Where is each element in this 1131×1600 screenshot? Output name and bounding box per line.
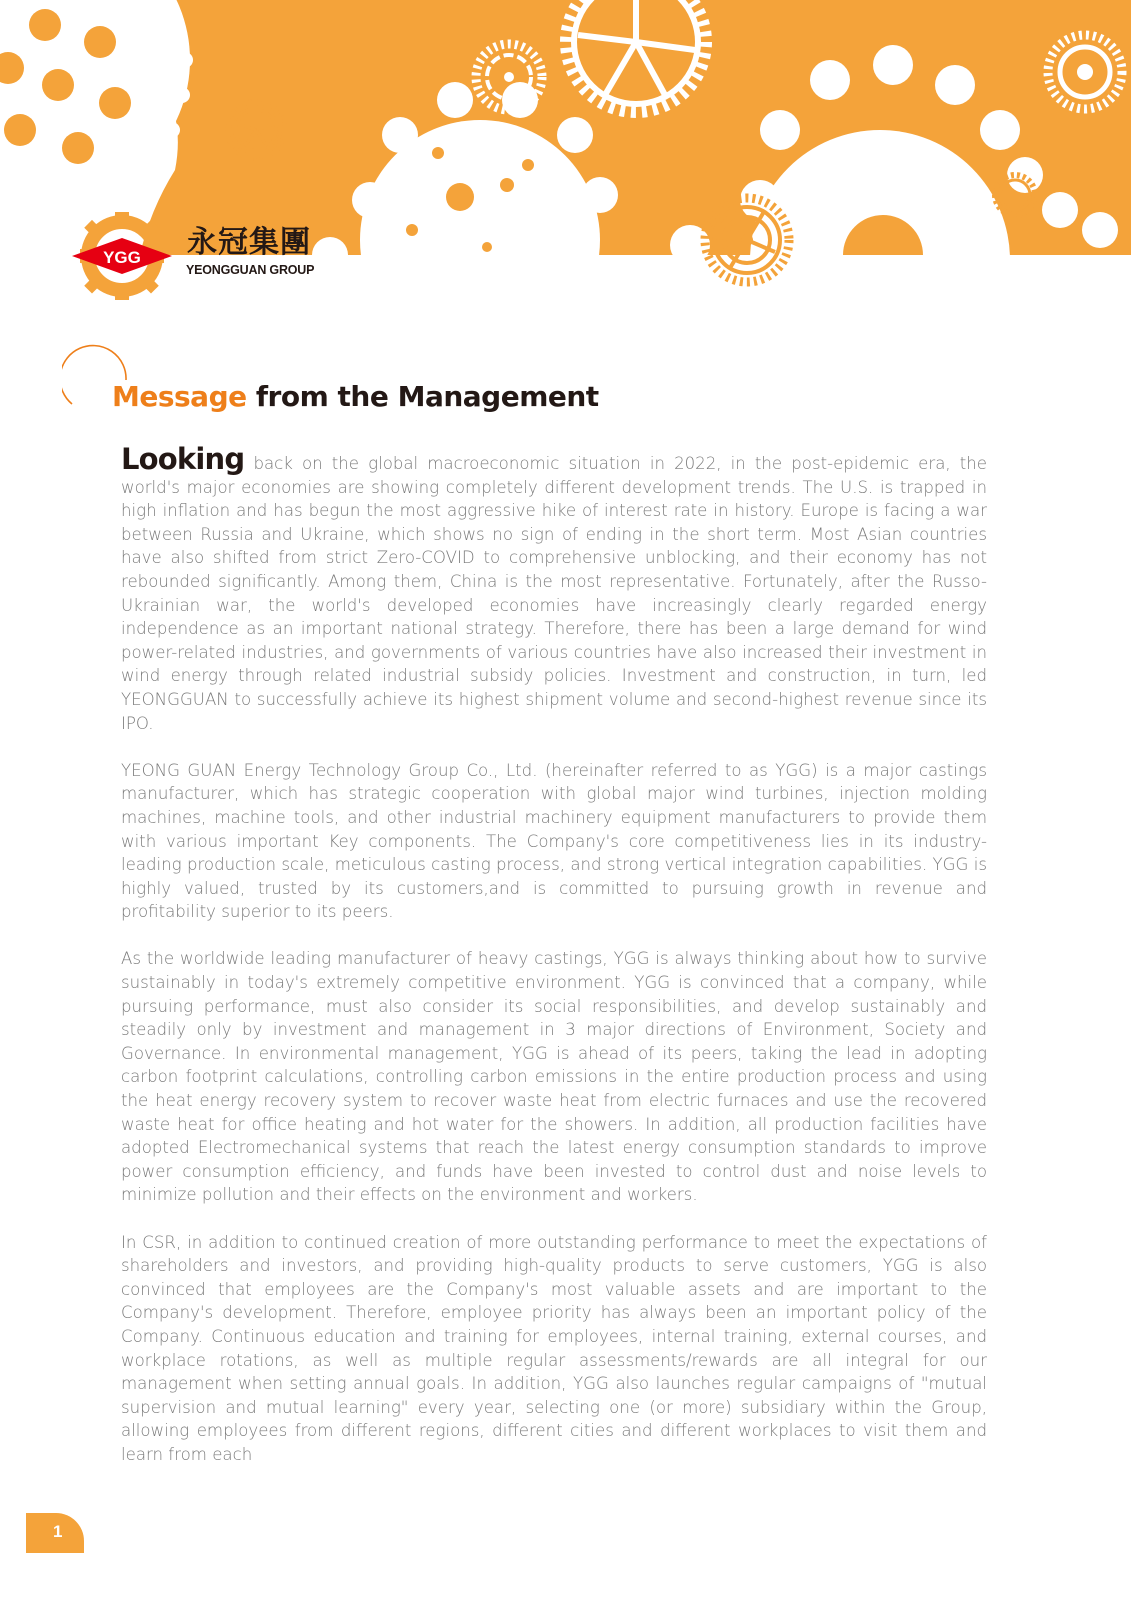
paragraph-text: back on the global macroeconomic situation in 2022, in the post-epidemic era, the world's major economies are showing completely different development trends. The U.S. is trapped in high inflation and has begun the most aggressive hike of interest rate in history. Europe is facing a war between Russia and Ukraine, which shows no sign of ending in the short term. Most Asian countries have also shifted from strict Zero-COVID to comprehensive unblocking, and their economy has not rebounded significantly. Among them, China is the most representative. Fortunately, after the Russo-Ukrainian war, the world's developed economies have increasingly clearly regarded energy independence as an important national strategy. Therefore, there has been a large demand for wind power-related industries, and governments of various countries have also increased their investment in wind energy through related industrial subsidy policies. Investment and construction, in turn, led YEONGGUAN to successfully achieve its highest shipment volume and second-highest revenue since its IPO.	[121, 454, 987, 733]
title-rest: from the Management	[246, 380, 599, 413]
page-number-tab	[26, 1513, 84, 1553]
paragraph: In CSR, in addition to continued creation of more outstanding performance to meet the expectations of shareholders and investors, and providing high-quality products to serve customers, YGG is also convinced that employees are the Company's most valuable assets and are important to the Company's development. Therefore, employee priority has always been an important policy of the Company. Continuous education and training for employees, internal training, external courses, and workplace rotations, as well as multiple regular assessments/rewards are all integral for our management when setting annual goals. In addition, YGG also launches regular campaigns of "mutual supervision and mutual learning" every year, selecting one (or more) subsidiary within the Group, allowing employees from different regions, different cities and different workplaces to visit them and learn from each	[121, 1232, 987, 1464]
message-body	[121, 442, 987, 1490]
paragraph: YEONG GUAN Energy Technology Group Co., Ltd. (hereinafter referred to as YGG) is a major castings manufacturer, which has strategic cooperation with global major wind turbines, injection molding machines, machine tools, and other industrial machinery equipment manufacturers to provide them with various important Key components. The Company's core competitiveness lies in its industry-leading production scale, meticulous casting process, and strong vertical integration capabilities. YGG is highly valued, trusted by its customers,and is committed to pursuing growth in revenue and profitability superior to its peers.	[121, 760, 987, 922]
logo-chinese-name: 永冠集團	[187, 225, 311, 260]
company-logo	[70, 210, 340, 300]
page-title	[112, 380, 599, 413]
ygg-badge-icon	[70, 210, 180, 300]
paragraph: As the worldwide leading manufacturer of heavy castings, YGG is always thinking about how to survive sustainably in today's extremely competitive environment. YGG is convinced that a company, while pursuing performance, must also consider its social responsibilities, and develop sustainably and steadily only by investment and management in 3 major directions of Environment, Society and Governance. In environmental management, YGG is ahead of its peers, taking the lead in adopting carbon footprint calculations, controlling carbon emissions in the entire production process and using the heat energy recovery system to recover waste heat from electric furnaces and use the recovered waste heat for office heating and hot water for the showers. In addition, all production facilities have adopted Electromechanical systems that reach the latest energy consumption standards to improve power consumption efficiency, and funds have been invested to control dust and noise levels to minimize pollution and their effects on the environment and workers.	[121, 949, 987, 1205]
title-accent: Message	[112, 380, 247, 413]
logo-badge-text: YGG	[103, 248, 141, 267]
paragraph	[121, 442, 987, 735]
lead-word: Looking	[121, 442, 245, 476]
page-number: 1	[53, 1522, 63, 1541]
logo-english-name: YEONGGUAN GROUP	[186, 263, 315, 277]
